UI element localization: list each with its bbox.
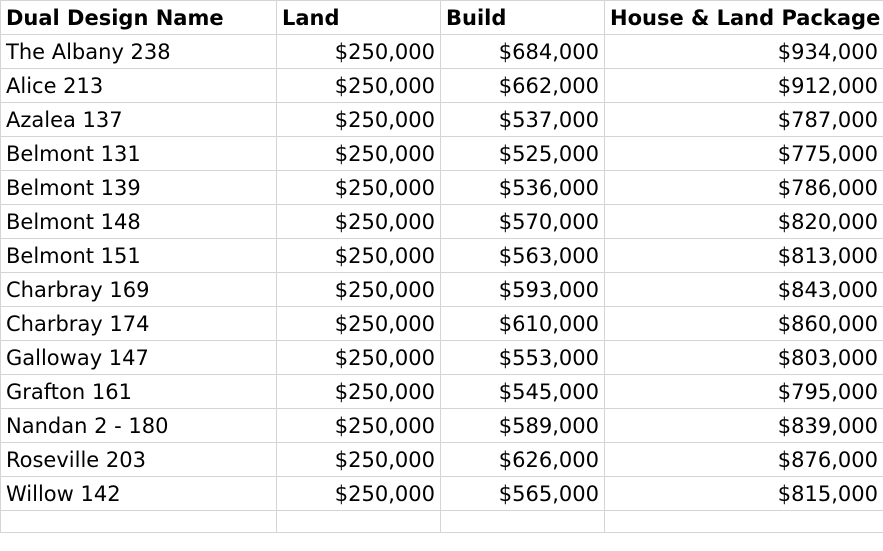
cell-design-name[interactable]: Belmont 131 bbox=[1, 137, 277, 171]
cell-package[interactable]: $839,000 bbox=[605, 409, 883, 443]
cell-land[interactable]: $250,000 bbox=[277, 239, 441, 273]
cell-design-name[interactable]: Alice 213 bbox=[1, 69, 277, 103]
cell-design-name[interactable]: Belmont 151 bbox=[1, 239, 277, 273]
cell-package[interactable]: $803,000 bbox=[605, 341, 883, 375]
empty-cell[interactable] bbox=[441, 511, 605, 533]
table-row bbox=[1, 307, 883, 341]
cell-land[interactable]: $250,000 bbox=[277, 69, 441, 103]
cell-land[interactable]: $250,000 bbox=[277, 341, 441, 375]
cell-build[interactable]: $536,000 bbox=[441, 171, 605, 205]
cell-package[interactable]: $860,000 bbox=[605, 307, 883, 341]
cell-build[interactable]: $525,000 bbox=[441, 137, 605, 171]
cell-design-name[interactable]: Belmont 148 bbox=[1, 205, 277, 239]
cell-package[interactable]: $912,000 bbox=[605, 69, 883, 103]
cell-package[interactable]: $843,000 bbox=[605, 273, 883, 307]
cell-package[interactable]: $876,000 bbox=[605, 443, 883, 477]
cell-build[interactable]: $610,000 bbox=[441, 307, 605, 341]
empty-cell[interactable] bbox=[1, 511, 277, 533]
table-row bbox=[1, 35, 883, 69]
table-row bbox=[1, 375, 883, 409]
cell-build[interactable]: $570,000 bbox=[441, 205, 605, 239]
table-body bbox=[1, 35, 883, 533]
cell-design-name[interactable]: Willow 142 bbox=[1, 477, 277, 511]
cell-land[interactable]: $250,000 bbox=[277, 35, 441, 69]
cell-land[interactable]: $250,000 bbox=[277, 307, 441, 341]
cell-build[interactable]: $684,000 bbox=[441, 35, 605, 69]
table-row bbox=[1, 171, 883, 205]
cell-package[interactable]: $820,000 bbox=[605, 205, 883, 239]
cell-build[interactable]: $545,000 bbox=[441, 375, 605, 409]
cell-build[interactable]: $626,000 bbox=[441, 443, 605, 477]
table-row bbox=[1, 103, 883, 137]
header-row bbox=[1, 1, 883, 35]
table-row bbox=[1, 443, 883, 477]
cell-build[interactable]: $537,000 bbox=[441, 103, 605, 137]
cell-design-name[interactable]: Roseville 203 bbox=[1, 443, 277, 477]
table-row bbox=[1, 477, 883, 511]
cell-package[interactable]: $775,000 bbox=[605, 137, 883, 171]
table-row bbox=[1, 205, 883, 239]
cell-land[interactable]: $250,000 bbox=[277, 273, 441, 307]
cell-build[interactable]: $565,000 bbox=[441, 477, 605, 511]
cell-design-name[interactable]: The Albany 238 bbox=[1, 35, 277, 69]
empty-row bbox=[1, 511, 883, 533]
table-row bbox=[1, 239, 883, 273]
cell-package[interactable]: $934,000 bbox=[605, 35, 883, 69]
cell-build[interactable]: $662,000 bbox=[441, 69, 605, 103]
cell-land[interactable]: $250,000 bbox=[277, 477, 441, 511]
cell-land[interactable]: $250,000 bbox=[277, 103, 441, 137]
cell-package[interactable]: $815,000 bbox=[605, 477, 883, 511]
cell-package[interactable]: $786,000 bbox=[605, 171, 883, 205]
header-cell-package[interactable]: House & Land Package bbox=[605, 1, 883, 35]
table-row bbox=[1, 341, 883, 375]
cell-design-name[interactable]: Charbray 169 bbox=[1, 273, 277, 307]
cell-package[interactable]: $813,000 bbox=[605, 239, 883, 273]
cell-design-name[interactable]: Galloway 147 bbox=[1, 341, 277, 375]
empty-cell[interactable] bbox=[277, 511, 441, 533]
table-row bbox=[1, 69, 883, 103]
table-row bbox=[1, 409, 883, 443]
cell-build[interactable]: $589,000 bbox=[441, 409, 605, 443]
cell-package[interactable]: $787,000 bbox=[605, 103, 883, 137]
table-row bbox=[1, 273, 883, 307]
cell-package[interactable]: $795,000 bbox=[605, 375, 883, 409]
cell-land[interactable]: $250,000 bbox=[277, 171, 441, 205]
header-cell-design-name[interactable]: Dual Design Name bbox=[1, 1, 277, 35]
cell-design-name[interactable]: Grafton 161 bbox=[1, 375, 277, 409]
cell-land[interactable]: $250,000 bbox=[277, 375, 441, 409]
empty-cell[interactable] bbox=[605, 511, 883, 533]
cell-build[interactable]: $593,000 bbox=[441, 273, 605, 307]
header-cell-build[interactable]: Build bbox=[441, 1, 605, 35]
cell-build[interactable]: $563,000 bbox=[441, 239, 605, 273]
cell-design-name[interactable]: Belmont 139 bbox=[1, 171, 277, 205]
cell-design-name[interactable]: Azalea 137 bbox=[1, 103, 277, 137]
header-cell-land[interactable]: Land bbox=[277, 1, 441, 35]
cell-land[interactable]: $250,000 bbox=[277, 409, 441, 443]
cell-land[interactable]: $250,000 bbox=[277, 443, 441, 477]
cell-land[interactable]: $250,000 bbox=[277, 137, 441, 171]
cell-design-name[interactable]: Nandan 2 - 180 bbox=[1, 409, 277, 443]
cell-design-name[interactable]: Charbray 174 bbox=[1, 307, 277, 341]
table-row bbox=[1, 137, 883, 171]
cell-land[interactable]: $250,000 bbox=[277, 205, 441, 239]
cell-build[interactable]: $553,000 bbox=[441, 341, 605, 375]
